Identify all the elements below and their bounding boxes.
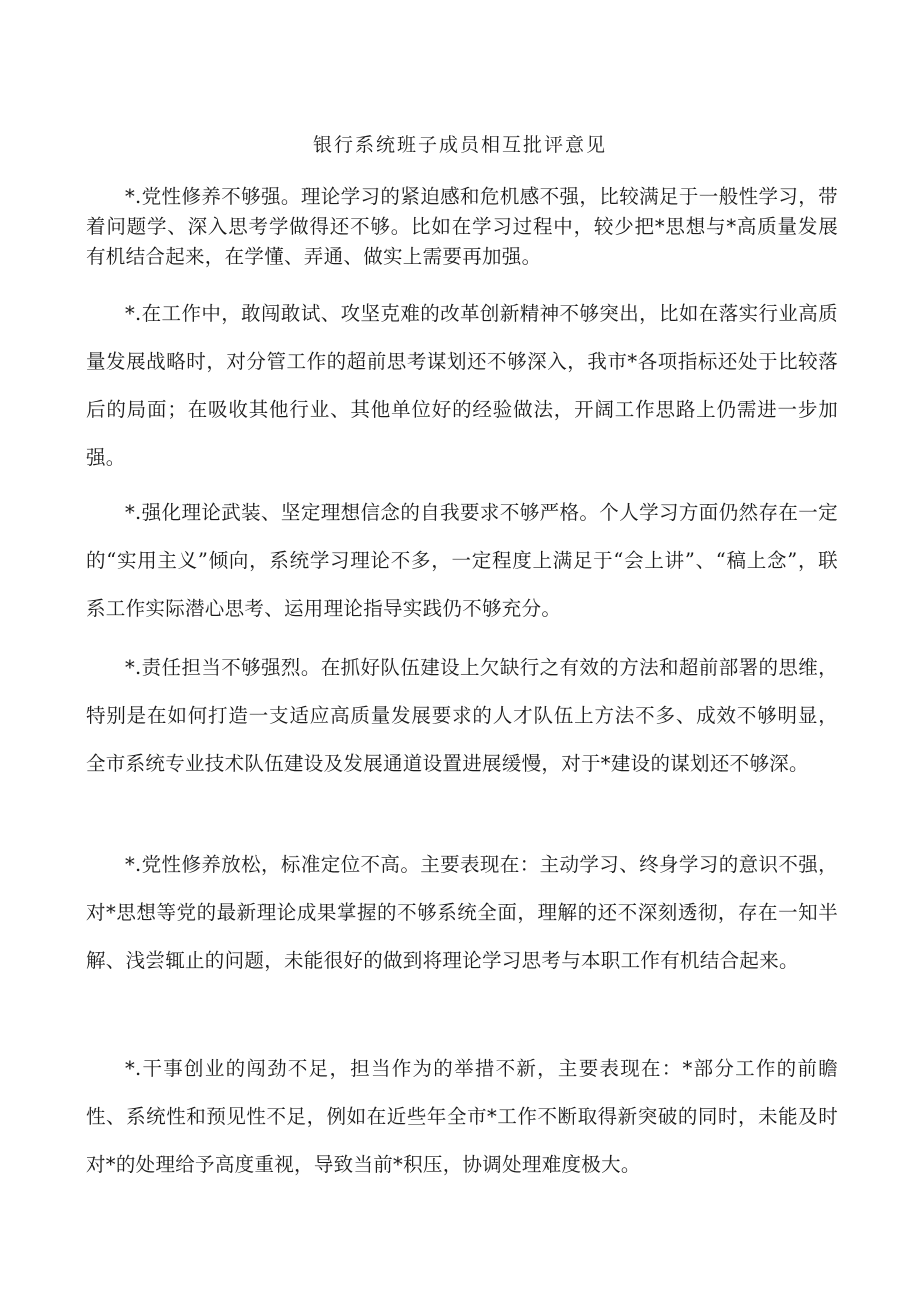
paragraph-6: *.干事创业的闯劲不足，担当作为的举措不新，主要表现在：*部分工作的前瞻性、系统性和预见性不足，例如在近些年全市*工作不断取得新突破的同时，未能及时对*的处理给予高度重视，导致当前*积压，协调处理难度极大。	[86, 1057, 838, 1176]
paragraph-3: *.强化理论武装、坚定理想信念的自我要求不够严格。个人学习方面仍然存在一定的“实用主义”倾向，系统学习理论不多，一定程度上满足于“会上讲”、“稿上念”，联系工作实际潜心思考、运用理论指导实践仍不够充分。	[86, 501, 838, 620]
paragraph-5: *.党性修养放松，标准定位不高。主要表现在：主动学习、终身学习的意识不强，对*思想等党的最新理论成果掌握的不够系统全面，理解的还不深刻透彻，存在一知半解、浅尝辄止的问题，未能很好的做到将理论学习思考与本职工作有机结合起来。	[86, 853, 838, 972]
paragraph-2: *.在工作中，敢闯敢试、攻坚克难的改革创新精神不够突出，比如在落实行业高质量发展战略时，对分管工作的超前思考谋划还不够深入，我市*各项指标还处于比较落后的局面；在吸收其他行业、其他单位好的经验做法，开阔工作思路上仍需进一步加强。	[86, 302, 838, 469]
document-title: 银行系统班子成员相互批评意见	[312, 134, 607, 156]
paragraph-1: *.党性修养不够强。理论学习的紧迫感和危机感不强，比较满足于一般性学习，带着问题学、深入思考学做得还不够。比如在学习过程中，较少把*思想与*高质量发展有机结合起来，在学懂、弄通、做实上需要再加强。	[86, 185, 838, 268]
paragraph-4: *.责任担当不够强烈。在抓好队伍建设上欠缺行之有效的方法和超前部署的思维，特别是在如何打造一支适应高质量发展要求的人才队伍上方法不多、成效不够明显，全市系统专业技术队伍建设及发展通道设置进展缓慢，对于*建设的谋划还不够深。	[86, 656, 838, 775]
